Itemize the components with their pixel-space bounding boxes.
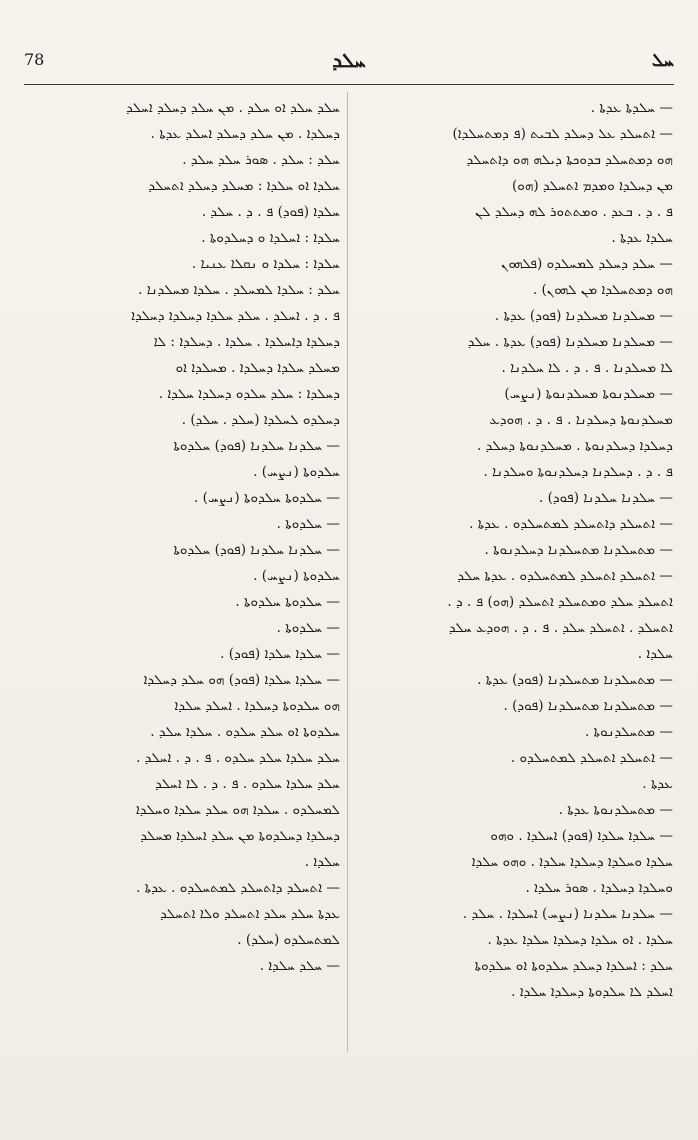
text-line: ܦ . ܕ . ܕܚܠܕܢܐ ܕܚܠܕܢܘܬܐ ܘܚܠܕܢܐ . [483, 464, 673, 480]
text-line: ܐܬܚܠܕ . ܐܬܚܠܕ ܚܠܕ . ܦ . ܕ . ܗܘܕܥ ܚܠܕ [448, 620, 673, 636]
text-line: — ܚܠܕܘܬܐ ܚܠܕܘܬܐ (ܢܨܚ) . [194, 490, 340, 506]
text-line: ܚܠܕܘܬܐ (ܢܨܚ) . [253, 568, 340, 584]
text-line: ܕܚܠܕܐ ܕܚܠܕܘܬܐ ܡܢ ܚܠܕ ܐܚܠܕܐ ܡܚܠܕ [140, 828, 340, 844]
text-line: ܗܘ ܕܡܬܚܠܕܐ ܡܢ ܠܗܘܢ) . [532, 282, 673, 298]
text-line: ܥܕܬܐ ܚܠܕ ܚܠܕ ܐܬܚܠܕ ܘܠܐ ܐܬܚܠܕ [160, 906, 340, 922]
text-line: ܚܠܕ ܚܠܕܐ ܚܠܕ ܚܠܕܘ . ܦ . ܕ . ܐܚܠܕ . [136, 750, 340, 766]
text-line: — ܡܬܚܠܕܢܘܬܐ . [585, 724, 673, 740]
text-line: ܕܚܠܕܐ ܕܚܠܕܢܘܬܐ . ܡܚܠܕܢܘܬܐ ܕܚܠܕ . [476, 438, 673, 454]
text-line: ܚܠܕܐ ܘܚܠܕܐ ܕܚܠܕܐ ܚܠܕܐ . ܘܗܘ ܚܠܕܐ [471, 854, 673, 870]
text-line: ܚܠܕܐ . ܐܘ ܚܠܕܐ ܕܚܠܕܐ ܚܠܕܐ ܥܕܬܐ . [487, 932, 673, 948]
text-line: ܡܢ ܕܚܠܕܐ ܘܡܕܡ ܐܬܚܠܕ (ܗܘ) [511, 178, 673, 194]
text-line: — ܡܚܠܕܢܐ ܡܚܠܕܢܐ (ܦܘܕ) ܥܕܬܐ . ܚܠܕ [467, 334, 673, 350]
text-line: — ܡܬܚܠܕܢܐ ܡܬܚܠܕܢܐ (ܦܘܕ) ܥܕܬܐ . [477, 672, 673, 688]
text-line: — ܡܬܚܠܕܢܐ ܡܬܚܠܕܢܐ (ܦܘܕ) . [503, 698, 673, 714]
text-line: — ܚܠܕܘܬܐ ܚܠܕܘܬܐ . [235, 594, 340, 610]
text-line: — ܚܠܕܢܐ ܚܠܕܢܐ (ܢܨܚ) ܐܚܠܕܐ . ܚܠܕ . [462, 906, 673, 922]
running-head-right: ܚܠ [651, 50, 674, 71]
text-line: — ܡܚܠܕܢܐ ܡܚܠܕܢܐ (ܦܘܕ) ܥܕܬܐ . [494, 308, 673, 324]
text-line: ܚܠܕܐ ܥܕܬܐ . [611, 230, 673, 246]
text-line: — ܚܠܕܢܐ ܚܠܕܢܐ (ܦܘܕ) ܚܠܕܘܬܐ [173, 438, 340, 454]
text-line: — ܡܬܚܠܕܢܐ ܡܬܚܠܕܢܐ ܕܚܠܕܢܘܬܐ . [484, 542, 673, 558]
text-line: — ܚܠܕܬܐ ܥܕܬܐ . [590, 100, 673, 116]
text-line: — ܚܠܕܢܐ ܚܠܕܢܐ (ܦܘܕ) ܚܠܕܘܬܐ [173, 542, 340, 558]
text-line: — ܚܠܕܢܐ ܚܠܕܢܐ (ܦܘܕ) . [538, 490, 673, 506]
text-line: ܕܚܠܕܐ ܕܐܚܠܕܐ . ܚܠܕܐ . ܕܚܠܕܐ : ܠܐ [153, 334, 340, 350]
text-line: — ܚܠܕܘܬܐ . [276, 516, 340, 532]
text-line: ܦ . ܕ . ܒܥܕ . ܘܡܬܬܘܪ ܠܗ ܕܚܠܕ ܠܢ [475, 204, 673, 220]
text-line: ܠܡܚܠܕܘ . ܚܠܕܐ ܗܘ ܚܠܕ ܚܠܕܐ ܘܚܠܕܐ [135, 802, 340, 818]
text-line: ܚܠܕܘܬܐ (ܢܨܚ) . [253, 464, 340, 480]
text-line: — ܚܠܕ ܚܠܕܐ . [259, 958, 340, 974]
text-line: ܕܚܠܕܐ : ܚܠܕ ܚܠܕܘ ܕܚܠܕܐ ܚܠܕܐ . [158, 386, 340, 402]
text-line: — ܚܠܕܐ ܚܠܕܐ (ܦܘܕ) ܗܘ ܚܠܕ ܕܚܠܕܐ [143, 672, 340, 688]
text-line: ܚܠܕ : ܚܠܕ . ܣܘܪ ܚܠܕ ܚܠܕ . [182, 152, 340, 168]
page-number: 78 [24, 50, 45, 69]
right-column [355, 96, 673, 1096]
text-line: — ܡܬܚܠܕܢܘܬܐ ܥܕܬܐ . [558, 802, 673, 818]
text-line: ܚܠܕܐ : ܚܠܕܐ ܘ ܢܩܠܐ ܥܢܝܐ . [191, 256, 340, 272]
text-line: ܡܚܠܕܢܘܬܐ ܕܚܠܕܢܐ . ܦ . ܕ . ܗܘܕܥ [489, 412, 673, 428]
text-line: ܚܠܕ : ܐܚܠܕܐ ܕܚܠܕ ܚܠܕܘܬܐ ܐܘ ܚܠܕܘܬܐ [474, 958, 673, 974]
text-line: ܚܠܕܐ . [304, 854, 340, 870]
column-divider [347, 92, 348, 1052]
text-line: ܚܠܕܐ . [637, 646, 673, 662]
running-head: ܚܠܕ [332, 48, 366, 72]
text-line: — ܚܠܕܐ ܚܠܕܐ (ܦܘܕ) . [220, 646, 340, 662]
text-line: ܚܠܕܘܬܐ ܐܘ ܚܠܕ ܚܠܕܘ . ܚܠܕܐ ܚܠܕ . [150, 724, 340, 740]
text-line: ܕܚܠܕܐ . ܡܢ ܚܠܕ ܕܚܠܕ ܐܚܠܕ ܥܕܬܐ . [150, 126, 340, 142]
text-line: — ܐܬܚܠܕ ܐܬܚܠܕ ܠܡܬܚܠܕܘ . [510, 750, 673, 766]
text-line: — ܐܬܚܠܕ ܕܐܬܚܠܕ ܠܡܬܚܠܕܘ . ܥܕܬܐ . [469, 516, 673, 532]
text-line: — ܐܬܚܠܕ ܕܐܬܚܠܕ ܠܡܬܚܠܕܘ . ܥܕܬܐ . [136, 880, 340, 896]
text-line: — ܚܠܕܘܬܐ . [276, 620, 340, 636]
text-line: — ܚܠܕ ܕܚܠܕ ܠܡܚܠܕܘ (ܦܠܗܘܢ [501, 256, 673, 272]
text-line: — ܐܬܚܠܕ ܥܠ ܕܚܠܕ ܠܒܝܬ (ܦ ܕܡܬܚܠܕܐ) [452, 126, 673, 142]
text-line: ܠܡܬܚܠܕܘ (ܚܠܕ) . [237, 932, 340, 948]
text-line: ܚܠܕ ܚܠܕ ܐܘ ܚܠܕ . ܡܢ ܚܠܕ ܕܚܠܕ ܐܚܠܕ [126, 100, 340, 116]
header-rule [24, 84, 674, 85]
text-line: ܗܘ ܚܠܕܘܬܐ ܕܚܠܕܐ . ܐܚܠܕ ܚܠܕܐ [174, 698, 340, 714]
text-line: ܦ . ܕ . ܐܚܠܕ . ܚܠܕ ܚܠܕܐ ܕܚܠܕܐ ܕܚܠܕܐ [131, 308, 340, 324]
text-line: — ܐܬܚܠܕ ܐܬܚܠܕ ܠܡܬܚܠܕܘ . ܥܕܬܐ ܚܠܕ [457, 568, 673, 584]
text-line: ܚܠܕ : ܚܠܕܐ ܠܡܚܠܕ . ܚܠܕܐ ܡܚܠܕܢܐ . [138, 282, 340, 298]
page-header [24, 48, 674, 80]
text-line: ܚܠܕܐ : ܐܚܠܕܐ ܘ ܕܚܠܕܘܬܐ . [201, 230, 340, 246]
text-line: ܚܠܕܐ ܐܘ ܚܠܕܐ : ܡܚܠܕ ܕܚܠܕ ܐܬܚܠܕ [148, 178, 340, 194]
text-line: — ܡܚܠܕܢܘܬܐ ܡܚܠܕܢܘܬܐ (ܢܨܚ) [504, 386, 673, 402]
text-line: ܥܕܬܐ . [642, 776, 673, 792]
text-line: ܠܐ ܡܚܠܕܢܐ . ܦ . ܕ . ܠܐ ܚܠܕܢܐ . [501, 360, 673, 376]
text-line: — ܚܠܕܐ ܚܠܕܐ (ܦܘܕ) ܐܚܠܕܐ . ܘܗܘ [490, 828, 673, 844]
text-line: ܐܚܠܕ ܠܐ ܚܠܕܘܬܐ ܕܚܠܕܐ ܚܠܕܐ . [511, 984, 673, 1000]
text-line: ܕܚܠܕܘ ܠܚܠܕܐ (ܚܠܕ . ܚܠܕ) . [181, 412, 340, 428]
text-line: ܗܘ ܕܡܬܚܠܕ ܒܕܘܟܬܐ ܕܝܠܗ ܗܘ ܕܐܬܚܠܕ [466, 152, 673, 168]
text-line: ܡܚܠܕ ܚܠܕܐ ܕܚܠܕܐ . ܡܚܠܕܐ ܐܘ [175, 360, 340, 376]
text-line: ܚܠܕ ܚܠܕܐ ܚܠܕܘ . ܦ . ܕ . ܠܐ ܐܚܠܕ [155, 776, 340, 792]
text-line: ܘܚܠܕܐ ܕܚܠܕܐ . ܣܘܪ ܚܠܕܐ . [525, 880, 673, 896]
left-column [22, 96, 340, 1096]
text-line: ܐܬܚܠܕ ܚܠܕ ܘܡܬܚܠܕ ܐܬܚܠܕ (ܗܘ) ܦ . ܕ . [447, 594, 673, 610]
text-line: ܚܠܕܐ (ܦܘܕ) ܦ . ܕ . ܚܠܕ . [201, 204, 340, 220]
